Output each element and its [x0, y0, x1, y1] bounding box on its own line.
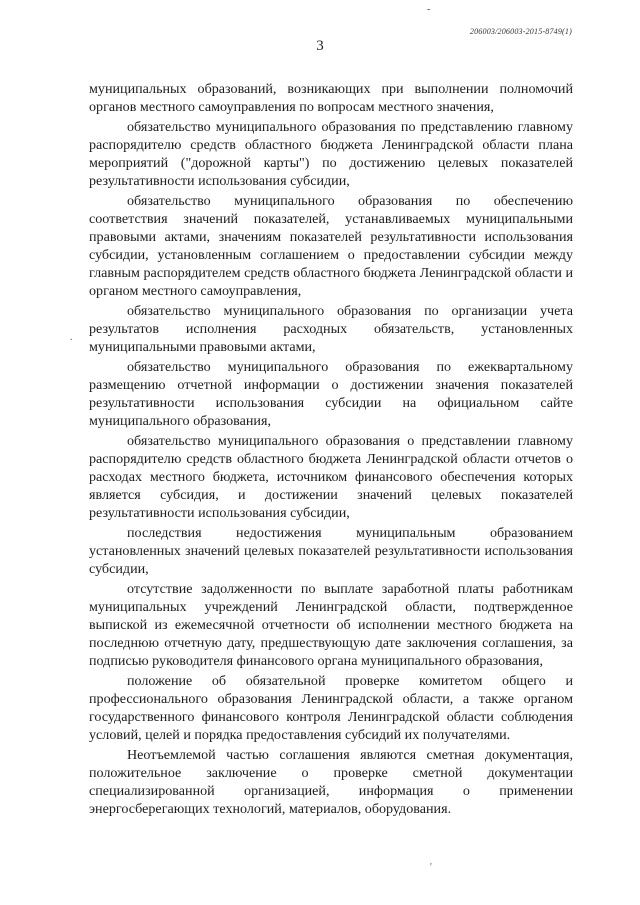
paragraph: положение об обязательной проверке комитетом общего и профессионального образования Ленинградской области, а также органом государственного финансового контроля Ленинградской области соблюдения условий, целей и порядка предоставления субсидий их получателями. [89, 673, 573, 743]
paragraph: последствия недостижения муниципальным образованием установленных значений целевых показателей результативности использования субсидии, [89, 525, 573, 577]
scan-mark: - [427, 4, 431, 15]
paragraph: обязательство муниципального образования по обеспечению соответствия значений показателей, устанавливаемых муниципальными правовыми актами, значениям показателей результативности использования субсидии, установленным соглашением о предоставлении субсидии между главным распорядителем средств областного бюджета Ленинградской области и органом местного самоуправления, [89, 193, 573, 299]
paragraph: отсутствие задолженности по выплате заработной платы работникам муниципальных учреждений Ленинградской области, подтвержденное выпиской из ежемесячной отчетности об исполнении местного бюджета на последнюю отчетную дату, предшествующую дате заключения соглашения, за подписью руководителя финансового органа муниципального образования, [89, 581, 573, 669]
document-id: 206003/206003-2015-8749(1) [469, 27, 572, 36]
paragraph: Неотъемлемой частью соглашения являются сметная документация, положительное заключение о проверке сметной документации специализированной организацией, информация о применении энергосберегающих технологий, материалов, оборудования. [89, 747, 573, 817]
paragraph: муниципальных образований, возникающих при выполнении полномочий органов местного самоуправления по вопросам местного значения, [89, 81, 573, 115]
paragraph: обязательство муниципального образования по ежеквартальному размещению отчетной информации о достижении значения показателей результативности использования субсидии на официальном сайте муниципального образования, [89, 359, 573, 429]
page-number: 3 [316, 38, 324, 54]
paragraph: обязательство муниципального образования по организации учета результатов исполнения расходных обязательств, установленных муниципальными правовыми актами, [89, 303, 573, 355]
scan-mark: ' [430, 862, 432, 873]
paragraph: обязательство муниципального образования по представлению главному распорядителю средств областного бюджета Ленинградской области плана мероприятий ("дорожной карты") по достижению целевых показателей результативности использования субсидии, [89, 119, 573, 189]
document-body [89, 80, 573, 818]
paragraph: обязательство муниципального образования о представлении главному распорядителю средств областного бюджета Ленинградской области отчетов о расходах местного бюджета, источником финансового обеспечения которых является субсидия, и достижении значений целевых показателей результативности использования субсидии, [89, 433, 573, 521]
scan-mark: . [70, 332, 73, 343]
